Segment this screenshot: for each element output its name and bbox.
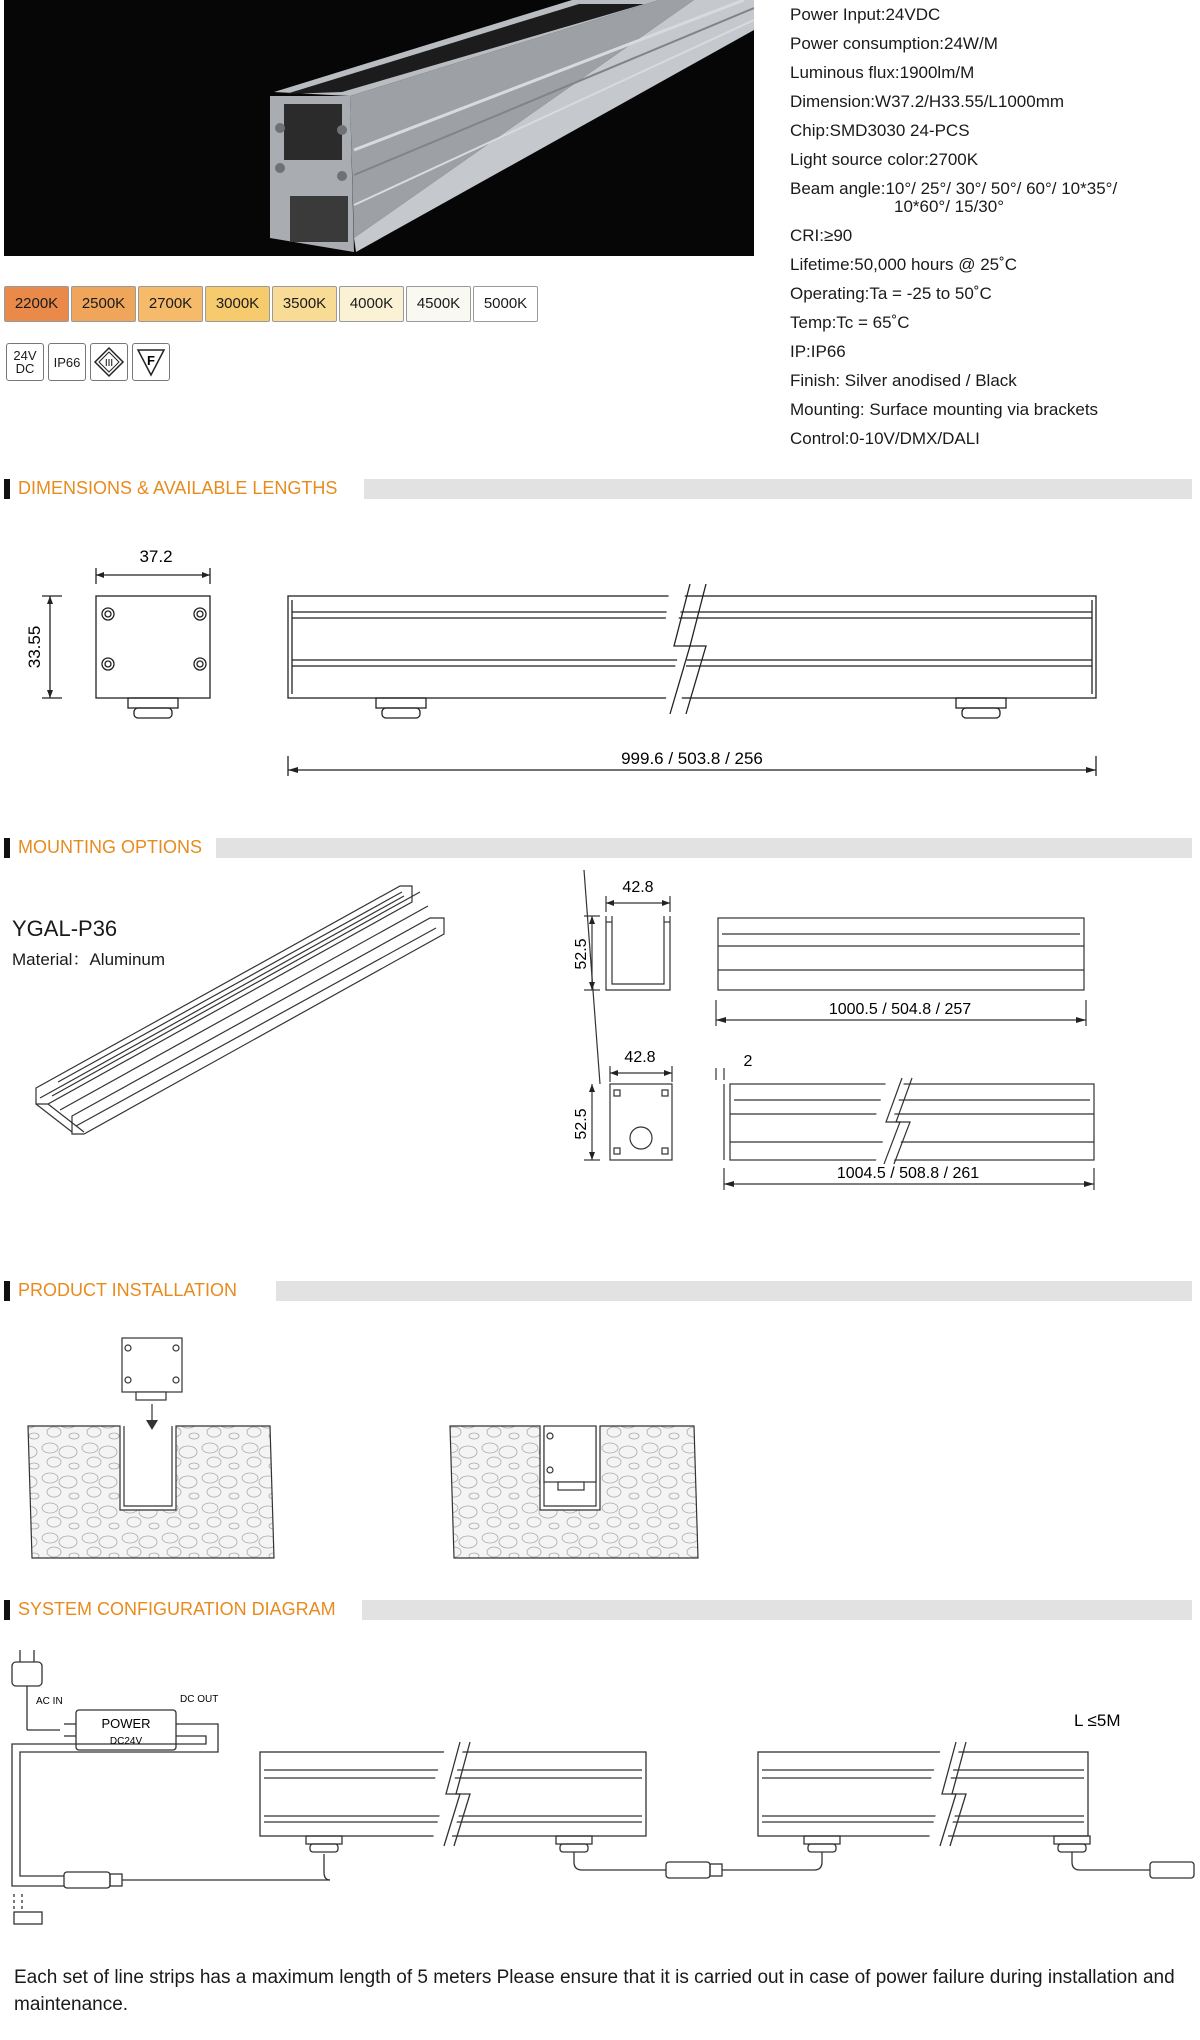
f-mark-text: F: [147, 353, 155, 368]
dim-lengths-label: 999.6 / 503.8 / 256: [621, 749, 763, 768]
ac-in-label: AC IN: [36, 1696, 63, 1707]
spec-mounting: Mounting: Surface mounting via brackets: [790, 400, 1099, 419]
spec-lifetime: Lifetime:50,000 hours @ 25˚C: [790, 255, 1018, 274]
section-title: PRODUCT INSTALLATION: [18, 1280, 243, 1301]
profile-material: Material：Aluminum: [12, 950, 166, 969]
cct-swatch: 2500K: [71, 286, 136, 322]
power-label: POWER: [101, 1716, 151, 1731]
spec-dimension: Dimension:W37.2/H33.55/L1000mm: [790, 92, 1065, 111]
spec-operating: Operating:Ta = -25 to 50˚C: [790, 284, 992, 303]
mounting-drawing: [0, 870, 1200, 1200]
spec-cri: CRI:≥90: [790, 226, 853, 245]
product-render: [4, 0, 754, 256]
spec-finish: Finish: Silver anodised / Black: [790, 371, 1017, 390]
cct-swatch: 4500K: [406, 286, 471, 322]
section-header-installation: [4, 1281, 1192, 1301]
cct-swatch: 2200K: [4, 286, 69, 322]
profile1-height: 52.5: [573, 938, 590, 970]
cct-swatch: 4000K: [339, 286, 404, 322]
profile2-height: 52.5: [573, 1108, 590, 1140]
section-header-mounting: [4, 838, 1192, 858]
max-length-label: L ≤5M: [1074, 1711, 1121, 1730]
cct-swatch: 2700K: [138, 286, 203, 322]
system-diagram: [0, 1640, 1200, 1930]
section-header-dimensions: [4, 479, 1192, 499]
cct-swatch: 5000K: [473, 286, 538, 322]
dim-height-label: 33.55: [25, 625, 44, 669]
spec-luminous-flux: Luminous flux:1900lm/M: [790, 63, 975, 82]
spec-temp: Temp:Tc = 65˚C: [790, 313, 910, 332]
profile1-lengths: 1000.5 / 504.8 / 257: [828, 1001, 972, 1018]
f-mark-icon: [132, 343, 170, 381]
spec-beam-angle-cont: 10*60°/ 15/30°: [894, 197, 1005, 216]
profile1-width: 42.8: [622, 879, 654, 896]
power-voltage: DC24V: [109, 1736, 143, 1747]
profile2-width: 42.8: [624, 1049, 656, 1066]
profile2-endcap: 2: [743, 1053, 753, 1070]
voltage-top: 24V: [13, 348, 37, 363]
cct-swatch: 3500K: [272, 286, 337, 322]
installation-drawing: [0, 1320, 1200, 1570]
cct-swatch: 3000K: [205, 286, 270, 322]
section-header-system: [4, 1600, 1192, 1620]
dim-width-label: 37.2: [139, 547, 173, 566]
section-title: SYSTEM CONFIGURATION DIAGRAM: [18, 1599, 342, 1620]
spec-power-consumption: Power consumption:24W/M: [790, 34, 998, 53]
voltage-badge: [6, 343, 44, 381]
ip-badge: IP66: [48, 343, 86, 381]
spec-ip: IP:IP66: [790, 342, 846, 361]
dimension-drawing: [0, 520, 1200, 790]
dc-out-label: DC OUT: [180, 1694, 219, 1705]
spec-list: [790, 0, 1195, 453]
installation-note: Each set of line strips has a maximum length of 5 meters Please ensure that it is carried out in case of power failure during installation and maintenance.: [14, 1967, 1175, 2015]
spec-light-color: Light source color:2700K: [790, 150, 979, 169]
cct-swatch-row: [4, 286, 540, 322]
profile2-lengths: 1004.5 / 508.8 / 261: [836, 1165, 980, 1182]
spec-chip: Chip:SMD3030 24-PCS: [790, 121, 970, 140]
profile-model: YGAL-P36: [12, 916, 118, 941]
certification-badges: [6, 343, 170, 381]
spec-control: Control:0-10V/DMX/DALI: [790, 429, 980, 448]
spec-beam-angle: Beam angle:10°/ 25°/ 30°/ 50°/ 60°/ 10*35°/: [790, 179, 1118, 198]
section-title: MOUNTING OPTIONS: [18, 837, 208, 858]
class3-icon: [90, 343, 128, 381]
section-title: DIMENSIONS & AVAILABLE LENGTHS: [18, 478, 343, 499]
spec-power-input: Power Input:24VDC: [790, 5, 941, 24]
class3-text: III: [104, 358, 114, 369]
voltage-bottom: DC: [15, 361, 35, 376]
